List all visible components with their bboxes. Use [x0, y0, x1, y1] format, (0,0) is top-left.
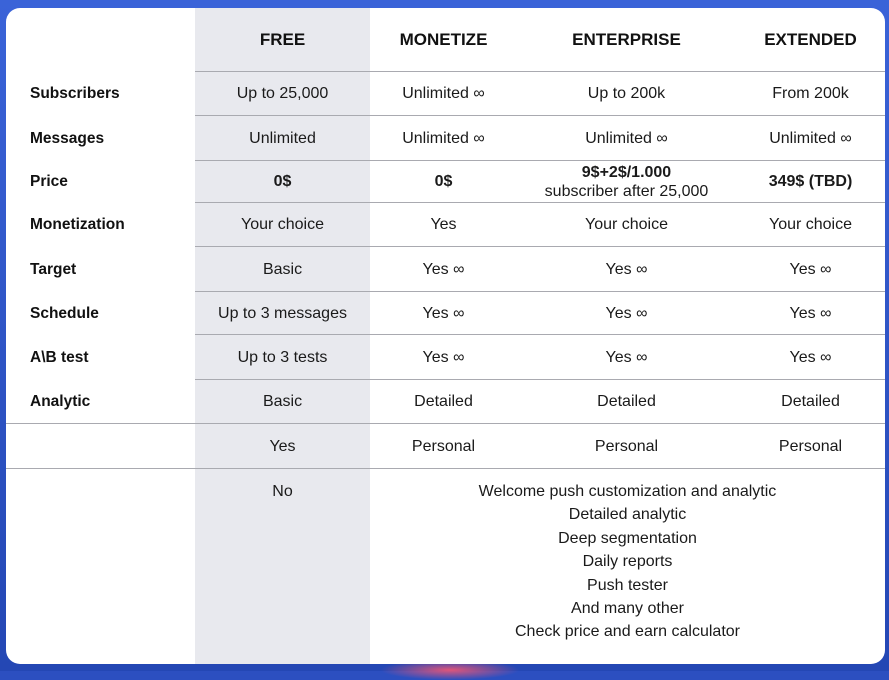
table-cell: Up to 3 messages: [218, 304, 347, 322]
table-row: [6, 247, 885, 291]
table-cell: Yes ∞: [789, 260, 832, 278]
enterprise-price-note: subscriber after 25,000: [544, 182, 709, 200]
table-cell: Yes: [430, 216, 457, 233]
table-cell: Yes ∞: [605, 348, 648, 366]
list-item: Deep segmentation: [558, 529, 697, 547]
table-cell: Your choice: [240, 216, 325, 233]
divider: [6, 468, 885, 469]
column-header-monetize: MONETIZE: [399, 30, 488, 49]
table-cell: Yes ∞: [605, 260, 648, 278]
free-features-cell: No: [272, 483, 293, 500]
enterprise-price: 9$+2$/1.000: [581, 163, 672, 181]
table-cell: Yes ∞: [605, 304, 648, 322]
pricing-table: [6, 8, 885, 664]
row-label: Target: [30, 260, 77, 278]
table-row: [6, 292, 885, 334]
row-label: Monetization: [30, 216, 125, 233]
table-cell: Unlimited ∞: [585, 129, 668, 147]
list-item: And many other: [571, 600, 684, 618]
table-cell: Yes ∞: [422, 304, 465, 322]
table-row: [6, 203, 885, 246]
table-cell: Up to 3 tests: [237, 348, 328, 366]
table-cell: Up to 25,000: [236, 85, 329, 102]
row-label: Messages: [30, 129, 105, 147]
table-row: [6, 72, 885, 115]
list-item: Push tester: [587, 576, 668, 594]
column-header-extended: EXTENDED: [764, 30, 857, 49]
table-cell: Yes ∞: [422, 260, 465, 278]
table-cell: Unlimited ∞: [402, 129, 485, 147]
row-label: A\B test: [30, 348, 89, 366]
table-row: [6, 380, 885, 423]
table-cell: 0$: [434, 173, 453, 190]
column-header-free: FREE: [259, 30, 306, 49]
table-cell: Yes ∞: [789, 304, 832, 322]
row-label: Price: [30, 173, 68, 190]
table-cell: [517, 161, 736, 202]
table-cell: Unlimited ∞: [402, 85, 485, 102]
table-row: [6, 116, 885, 160]
table-row: [6, 424, 885, 468]
table-cell: Detailed: [781, 393, 840, 410]
table-cell: Yes: [269, 437, 296, 455]
row-label: Schedule: [30, 304, 99, 322]
table-cell: Up to 200k: [587, 85, 666, 102]
table-cell: Your choice: [584, 216, 669, 233]
row-label: [6, 424, 219, 468]
list-item: Welcome push customization and analytic: [478, 483, 777, 500]
feature-list: [370, 480, 885, 644]
table-cell: From 200k: [772, 85, 849, 102]
table-row: [6, 335, 885, 379]
table-row: [6, 161, 885, 202]
list-item: Daily reports: [582, 553, 673, 571]
column-header-enterprise: ENTERPRISE: [572, 30, 681, 49]
table-cell: Basic: [262, 393, 303, 410]
table-cell: Personal: [594, 437, 659, 455]
table-cell: Detailed: [597, 393, 656, 410]
row-label: Analytic: [30, 393, 91, 410]
table-cell: Detailed: [414, 393, 473, 410]
table-cell: Yes ∞: [789, 348, 832, 366]
table-cell: 349$ (TBD): [768, 173, 853, 190]
table-cell: Personal: [411, 437, 476, 455]
list-item: Check price and earn calculator: [514, 623, 740, 641]
list-item: Detailed analytic: [568, 506, 687, 524]
table-cell: Unlimited ∞: [769, 129, 852, 147]
table-cell: Unlimited: [249, 129, 316, 147]
row-label: Subscribers: [30, 85, 120, 102]
table-cell: 0$: [273, 173, 292, 190]
table-cell: Personal: [778, 437, 843, 455]
table-cell: Your choice: [768, 216, 853, 233]
table-cell: Yes ∞: [422, 348, 465, 366]
header-row: [6, 8, 885, 71]
table-cell: Basic: [262, 260, 303, 278]
